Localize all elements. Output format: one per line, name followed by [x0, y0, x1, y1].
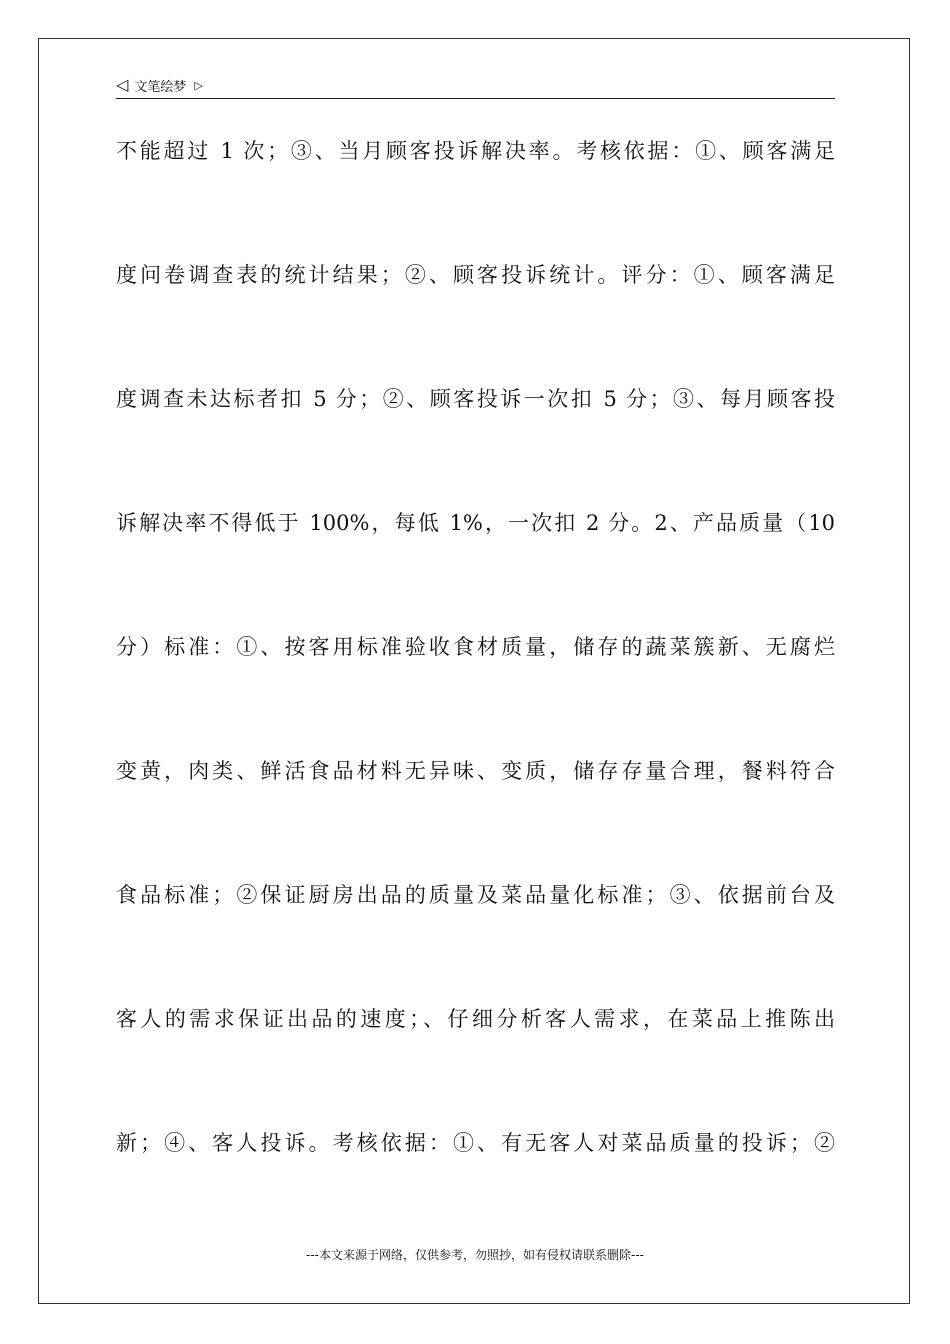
- page-footer: ---本文来源于网络，仅供参考，勿照抄，如有侵权请联系删除---: [306, 1248, 644, 1262]
- text-line: 分）标准：①、按客用标准验收食材质量，储存的蔬菜簇新、无腐烂: [116, 635, 835, 659]
- triangle-right-icon: ▷: [194, 78, 203, 92]
- text-line: 度调查未达标者扣 5 分；②、顾客投诉一次扣 5 分；③、每月顾客投: [116, 387, 835, 411]
- header-title: 文笔绘梦: [134, 79, 187, 95]
- text-line: 客人的需求保证出品的速度；、仔细分析客人需求，在菜品上推陈出: [116, 1007, 835, 1031]
- text-line: 度问卷调查表的统计结果；②、顾客投诉统计。评分：①、顾客满足: [116, 263, 835, 287]
- triangle-left-icon: ◁: [116, 75, 129, 94]
- page-header: [116, 72, 835, 99]
- text-line: 诉解决率不得低于 100%，每低 1%，一次扣 2 分。2、产品质量（10: [116, 511, 835, 535]
- text-line: 食品标准；②保证厨房出品的质量及菜品量化标准；③、依据前台及: [116, 883, 835, 907]
- text-line: 变黄，肉类、鲜活食品材料无异味、变质，储存存量合理，餐料符合: [116, 759, 835, 783]
- document-body: [116, 128, 835, 1244]
- text-line: 新；④、客人投诉。考核依据：①、有无客人对菜品质量的投诉；②: [116, 1131, 835, 1155]
- text-line: 不能超过 1 次；③、当月顾客投诉解决率。考核依据：①、顾客满足: [116, 139, 835, 163]
